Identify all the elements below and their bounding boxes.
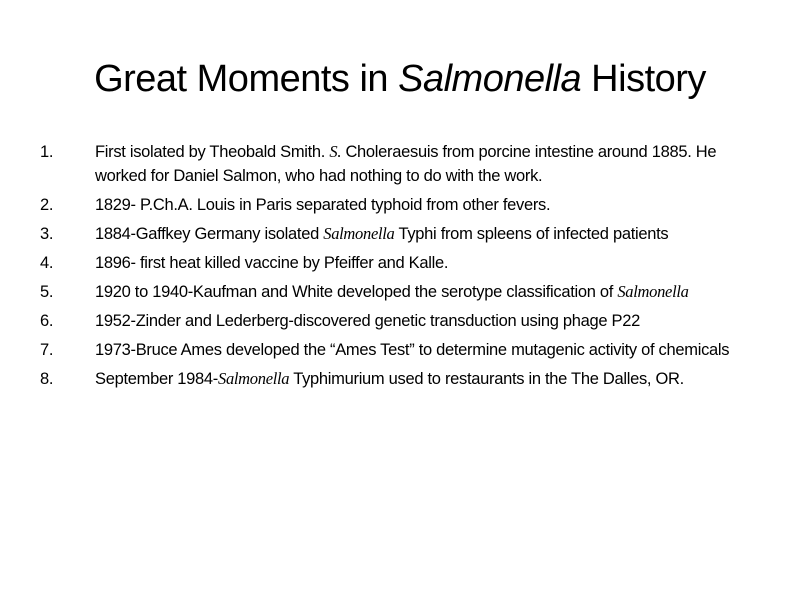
list-item (40, 309, 760, 333)
list-item (40, 222, 760, 246)
text-segment: September 1984- (95, 370, 218, 388)
italic-text: Salmonella (323, 224, 395, 243)
italic-text: Salmonella (218, 369, 290, 388)
text-segment: 1884-Gaffkey Germany isolated (95, 225, 324, 243)
list-item-text (95, 143, 716, 185)
list-item (40, 280, 760, 304)
list-item-text (95, 341, 729, 359)
slide-title (0, 56, 800, 102)
text-segment: 1920 to 1940-Kaufman and White developed the serotype classification of (95, 283, 618, 301)
title-prefix: Great Moments in (94, 58, 399, 100)
text-segment: 1973-Bruce Ames developed the “Ames Test” to determine mutagenic activity of chemicals (95, 341, 730, 359)
list-item-text (95, 254, 448, 272)
list-item (40, 251, 760, 275)
list-item-number: 2. (40, 196, 54, 214)
list-item-text (95, 283, 689, 301)
list-item-text (95, 196, 550, 214)
list-item (40, 140, 760, 188)
list-item-number: 4. (40, 254, 54, 272)
text-segment: 1952-Zinder and Lederberg-discovered genetic transduction using phage P22 (95, 312, 640, 330)
title-suffix: History (581, 58, 706, 100)
list-item-text (95, 370, 684, 388)
list-item-number: 8. (40, 370, 54, 388)
history-list (40, 140, 760, 396)
list-item-number: 1. (40, 143, 54, 161)
text-segment: 1829- P.Ch.A. Louis in Paris separated typhoid from other fevers. (95, 196, 551, 214)
list-item (40, 367, 760, 391)
list-item-number: 7. (40, 341, 54, 359)
list-item-text (95, 225, 668, 243)
list-item (40, 338, 760, 362)
text-segment: 1896- first heat killed vaccine by Pfeiffer and Kalle. (95, 254, 449, 272)
italic-text: S. (329, 142, 342, 161)
list-item-number: 6. (40, 312, 54, 330)
list-item-number: 3. (40, 225, 54, 243)
text-segment: First isolated by Theobald Smith. (95, 143, 330, 161)
title-italic: Salmonella (398, 58, 582, 100)
text-segment: Typhi from spleens of infected patients (394, 225, 669, 243)
list-item-text (95, 312, 640, 330)
text-segment: Typhimurium used to restaurants in the The Dalles, OR. (289, 370, 684, 388)
list-item (40, 193, 760, 217)
list-item-number: 5. (40, 283, 54, 301)
italic-text: Salmonella (617, 282, 689, 301)
text-segment: Choleraesuis from porcine intestine around 1885. He worked for Daniel Salmon, who had nothing to do with the work. (95, 143, 717, 185)
